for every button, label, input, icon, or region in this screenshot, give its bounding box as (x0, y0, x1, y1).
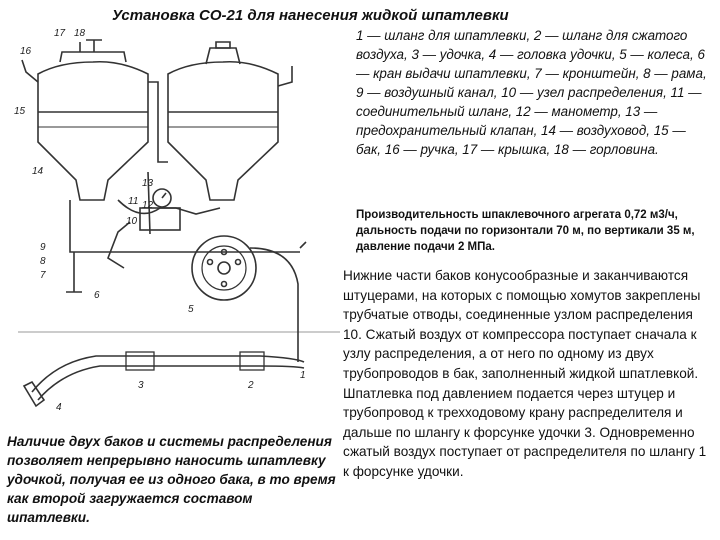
continuous-operation-note: Наличие двух баков и системы распределения позволяет непрерывно наносить шпатлевку удочкой, получая ее из одного бака, в то время как второй загружается составом шпатлевки. (7, 434, 336, 525)
diagram-label: 18 (74, 28, 86, 39)
parts-legend: 1 — шланг для шпатлевки, 2 — шланг для сжатого воздуха, 3 — удочка, 4 — головка удочки, 5 — колеса, 6 — кран выдачи шпатлевки, 7 — кронштейн, 8 — рама, 9 — воздушный канал, 10 — узел распределения, 11 — соединительный шланг, 12 — манометр, 13 — предохранительный клапан, 14 — воздуховод, 15 — бак, 16 — ручка, 17 — крышка, 18 — горловина. (356, 28, 707, 157)
diagram-label: 2 (248, 380, 254, 391)
air-duct (148, 82, 168, 162)
diagram-label: 10 (126, 216, 138, 227)
diagram-label: 13 (142, 178, 154, 189)
diagram-label: 4 (56, 402, 62, 413)
diagram-label: 7 (40, 270, 46, 281)
diagram-label: 15 (14, 106, 26, 117)
diagram-label: 16 (20, 46, 32, 57)
left-tank (38, 62, 148, 200)
description-text: Нижние части баков конусообразные и заканчиваются штуцерами, на которых с помощью хомутов закреплены трубчатые отводы, соединенные узлом распределения 10. Сжатый воздух от компрессора поступает сначала к узлу распределения, а от него по одному из двух трубопроводов в бак, заполненный жидкой шпатлевкой. Шпатлевка под давлением подается через штуцер и трубопровод к трехходовому крану распределителя и дальше по шлангу к форсунке удочки 3. Одновременно сжатый воздух поступает от распределителя по шлангу 1 к форсунке удочки. (343, 268, 707, 479)
frame (66, 200, 300, 292)
diagram-label: 14 (32, 166, 44, 177)
right-tank (168, 62, 278, 200)
diagram-label: 6 (94, 290, 100, 301)
left-tank-lid (60, 52, 126, 62)
diagram-label: 17 (54, 28, 66, 39)
diagram-label: 9 (40, 242, 46, 253)
spray-head (24, 382, 44, 406)
right-tank-handle (278, 66, 292, 86)
diagram-label: 3 (138, 380, 144, 391)
diagram-label: 12 (142, 200, 154, 211)
diagram-label: 1 (300, 370, 306, 381)
diagram-label: 5 (188, 304, 194, 315)
equipment-diagram (0, 22, 342, 424)
diagram-label: 11 (128, 196, 139, 207)
supply-hose (250, 248, 298, 362)
performance-specs: Производительность шпаклевочного агрегата 0,72 м3/ч, дальность подачи по горизонтали 70 м, по вертикали 35 м, давление подачи 2 МПа. (356, 209, 695, 253)
diagram-label: 8 (40, 256, 46, 267)
left-tank-handle (22, 60, 38, 82)
slide-title: Установка СО-21 для нанесения жидкой шпатлевки (112, 7, 509, 24)
